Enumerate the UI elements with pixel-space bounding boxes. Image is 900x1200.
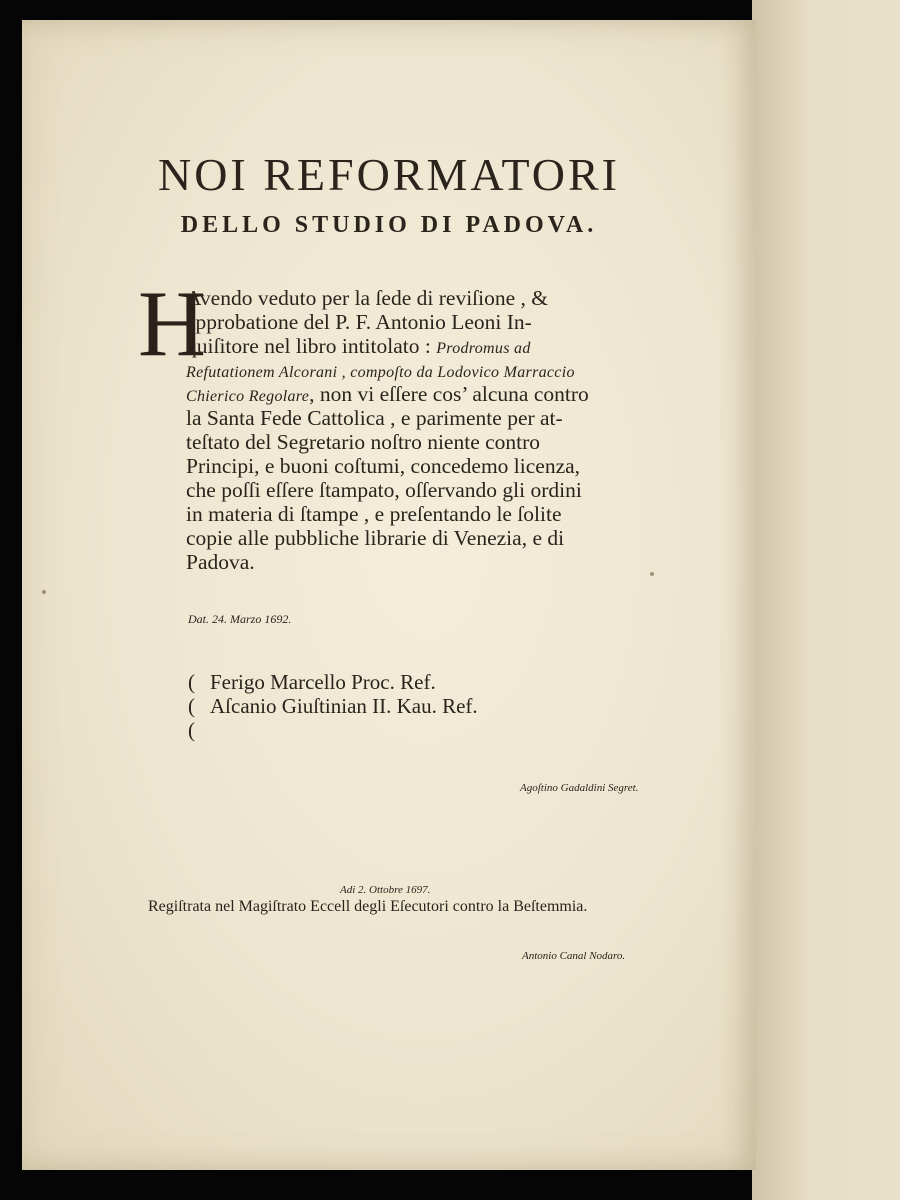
- body-line: Avendo veduto per la ſede di reviſione , &: [186, 286, 549, 310]
- notary-signature: Antonio Canal Nodaro.: [522, 950, 626, 962]
- page-title: NOI REFORMATORI: [157, 149, 621, 200]
- document-date: Dat. 24. Marzo 1692.: [188, 612, 292, 626]
- body-line: Chierico Regolare, non vi eſſere cos’ alcuna contro: [186, 382, 589, 406]
- body-line: quiſitore nel libro intitolato : Prodromus ad: [186, 334, 531, 358]
- body-line: in materia di ſtampe , e preſentando le ſolite: [186, 502, 562, 526]
- body-line: Principi, e buoni coſtumi, concedemo licenza,: [186, 454, 581, 478]
- body-line: approbatione del P. F. Antonio Leoni In-: [186, 310, 532, 334]
- registration-text: Regiſtrata nel Magiſtrato Eccell degli Eſecutori contro la Beſtemmia.: [148, 898, 588, 915]
- registration-date: Adi 2. Ottobre 1697.: [340, 884, 431, 896]
- signatory-3: (: [188, 718, 195, 742]
- page-subtitle: DELLO STUDIO DI PADOVA.: [180, 212, 598, 238]
- drop-cap: H: [138, 272, 206, 376]
- paper-spot: [650, 572, 654, 576]
- next-page-edge: [752, 0, 900, 1200]
- signatory-2: ( Aſcanio Giuſtinian II. Kau. Ref.: [188, 694, 478, 718]
- paper-spot: [42, 590, 46, 594]
- secretary-signature: Agoſtino Gadaldini Segret.: [520, 782, 639, 794]
- body-line: Refutationem Alcorani , compoſto da Lodovico Marraccio: [186, 364, 575, 381]
- body-line: copie alle pubbliche librarie di Venezia, e di: [186, 526, 565, 550]
- body-line: che poſſi eſſere ſtampato, oſſervando gli ordini: [186, 478, 582, 502]
- body-line: teſtato del Segretario noſtro niente contro: [186, 430, 541, 454]
- body-line: Padova.: [186, 550, 255, 574]
- signatory-1: ( Ferigo Marcello Proc. Ref.: [188, 670, 436, 694]
- document-page: [22, 20, 756, 1170]
- body-line: la Santa Fede Cattolica , e parimente per at-: [186, 406, 563, 430]
